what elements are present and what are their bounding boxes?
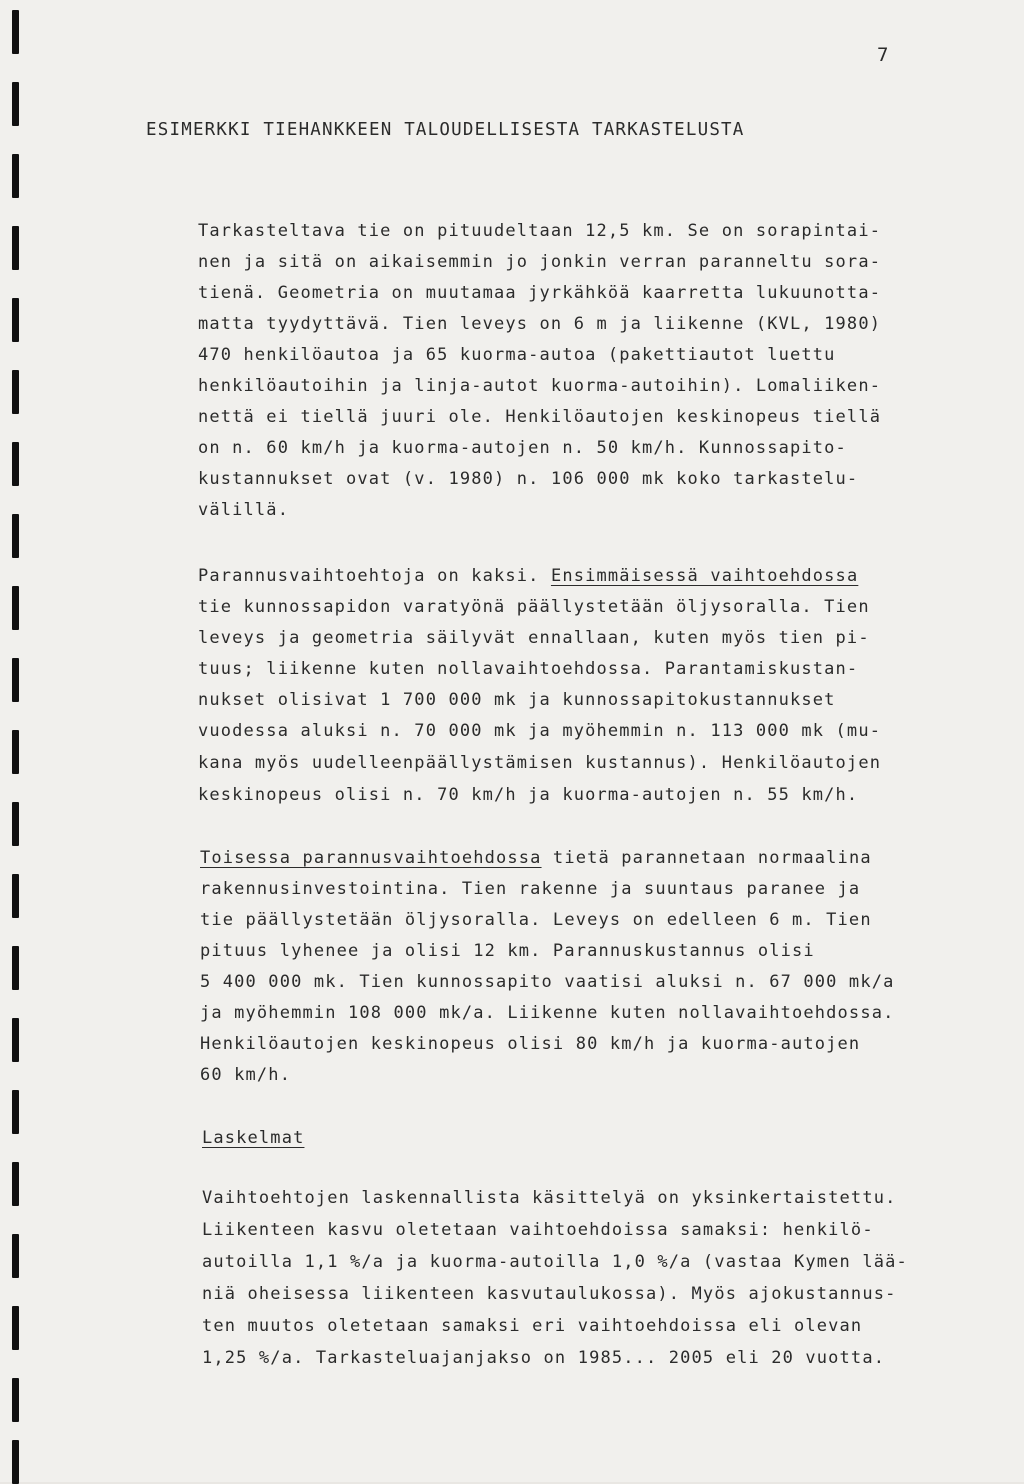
binding-mark <box>12 1090 19 1134</box>
text-line: Liikenteen kasvu oletetaan vaihtoehdoissa samaksi: henkilö- <box>202 1220 874 1240</box>
binding-mark <box>12 154 19 198</box>
text-line: 470 henkilöautoa ja 65 kuorma-autoa (pakettiautot luettu <box>198 345 836 365</box>
text-line: autoilla 1,1 %/a ja kuorma-autoilla 1,0 %/a (vastaa Kymen lää- <box>202 1252 908 1272</box>
text-line: nettä ei tiellä juuri ole. Henkilöautojen keskinopeus tiellä <box>198 407 882 427</box>
text-line: leveys ja geometria säilyvät ennallaan, kuten myös tien pi- <box>198 628 870 648</box>
binding-mark <box>12 514 19 558</box>
document-heading: ESIMERKKI TIEHANKKEEN TALOUDELLISESTA TARKASTELUSTA <box>146 120 745 140</box>
text-line <box>198 565 858 587</box>
text-line: tie päällystetään öljysoralla. Leveys on edelleen 6 m. Tien <box>200 910 872 930</box>
binding-mark <box>12 82 19 126</box>
binding-mark <box>12 442 19 486</box>
binding-mark <box>12 874 19 918</box>
binding-mark <box>12 10 19 54</box>
page-number: 7 <box>877 44 889 66</box>
text-line: henkilöautoihin ja linja-autot kuorma-autoihin). Lomaliiken- <box>198 376 882 396</box>
binding-mark <box>12 298 19 342</box>
text-span: tietä parannetaan normaalina <box>541 848 872 868</box>
text-span: Parannusvaihtoehtoja on kaksi. <box>198 566 551 586</box>
text-line: ja myöhemmin 108 000 mk/a. Liikenne kuten nollavaihtoehdossa. <box>200 1003 895 1023</box>
binding-mark <box>12 1162 19 1206</box>
text-line: rakennusinvestointina. Tien rakenne ja suuntaus paranee ja <box>200 879 861 899</box>
text-line: 60 km/h. <box>200 1065 292 1085</box>
text-line <box>200 847 872 869</box>
binding-mark <box>12 1378 19 1422</box>
binding-mark <box>12 1018 19 1062</box>
text-line: 5 400 000 mk. Tien kunnossapito vaatisi aluksi n. 67 000 mk/a <box>200 972 895 992</box>
binding-mark <box>12 226 19 270</box>
text-line: pituus lyhenee ja olisi 12 km. Parannuskustannus olisi <box>200 941 815 961</box>
underlined-term: Ensimmäisessä vaihtoehdossa <box>550 566 859 586</box>
binding-mark <box>12 946 19 990</box>
text-line: tuus; liikenne kuten nollavaihtoehdossa. Parantamiskustan- <box>198 659 859 679</box>
text-line: tienä. Geometria on muutamaa jyrkähköä kaarretta lukuunotta- <box>198 283 882 303</box>
binding-mark <box>12 1440 19 1484</box>
binding-mark <box>12 802 19 846</box>
text-line: on n. 60 km/h ja kuorma-autojen n. 50 km/h. Kunnossapito- <box>198 438 847 458</box>
binding-mark <box>12 1306 19 1350</box>
underlined-term: Toisessa parannusvaihtoehdossa <box>200 848 542 868</box>
text-line: tie kunnossapidon varatyönä päällystetään öljysoralla. Tien <box>198 597 870 617</box>
text-line: matta tyydyttävä. Tien leveys on 6 m ja liikenne (KVL, 1980) <box>198 314 882 334</box>
text-line: Tarkasteltava tie on pituudeltaan 12,5 km. Se on sorapintai- <box>198 221 882 241</box>
binding-mark <box>12 370 19 414</box>
text-line: kana myös uudelleenpäällystämisen kustannus). Henkilöautojen <box>198 753 882 773</box>
section-subheading: Laskelmat <box>202 1128 305 1148</box>
text-line: välillä. <box>198 500 290 520</box>
binding-mark <box>12 1234 19 1278</box>
text-line: kustannukset ovat (v. 1980) n. 106 000 mk koko tarkastelu- <box>198 469 859 489</box>
text-line: niä oheisessa liikenteen kasvutaulukossa). Myös ajokustannus- <box>202 1284 897 1304</box>
text-line: 1,25 %/a. Tarkasteluajanjakso on 1985... 2005 eli 20 vuotta. <box>202 1348 886 1368</box>
binding-mark <box>12 586 19 630</box>
text-line: Henkilöautojen keskinopeus olisi 80 km/h ja kuorma-autojen <box>200 1034 861 1054</box>
binding-mark <box>12 658 19 702</box>
text-line: ten muutos oletetaan samaksi eri vaihtoehdoissa eli olevan <box>202 1316 863 1336</box>
text-line: Vaihtoehtojen laskennallista käsittelyä on yksinkertaistettu. <box>202 1188 897 1208</box>
text-line: nen ja sitä on aikaisemmin jo jonkin verran paranneltu sora- <box>198 252 882 272</box>
binding-mark <box>12 730 19 774</box>
text-line: nukset olisivat 1 700 000 mk ja kunnossapitokustannukset <box>198 690 836 710</box>
text-line: keskinopeus olisi n. 70 km/h ja kuorma-autojen n. 55 km/h. <box>198 785 859 805</box>
text-line: vuodessa aluksi n. 70 000 mk ja myöhemmin n. 113 000 mk (mu- <box>198 721 882 741</box>
